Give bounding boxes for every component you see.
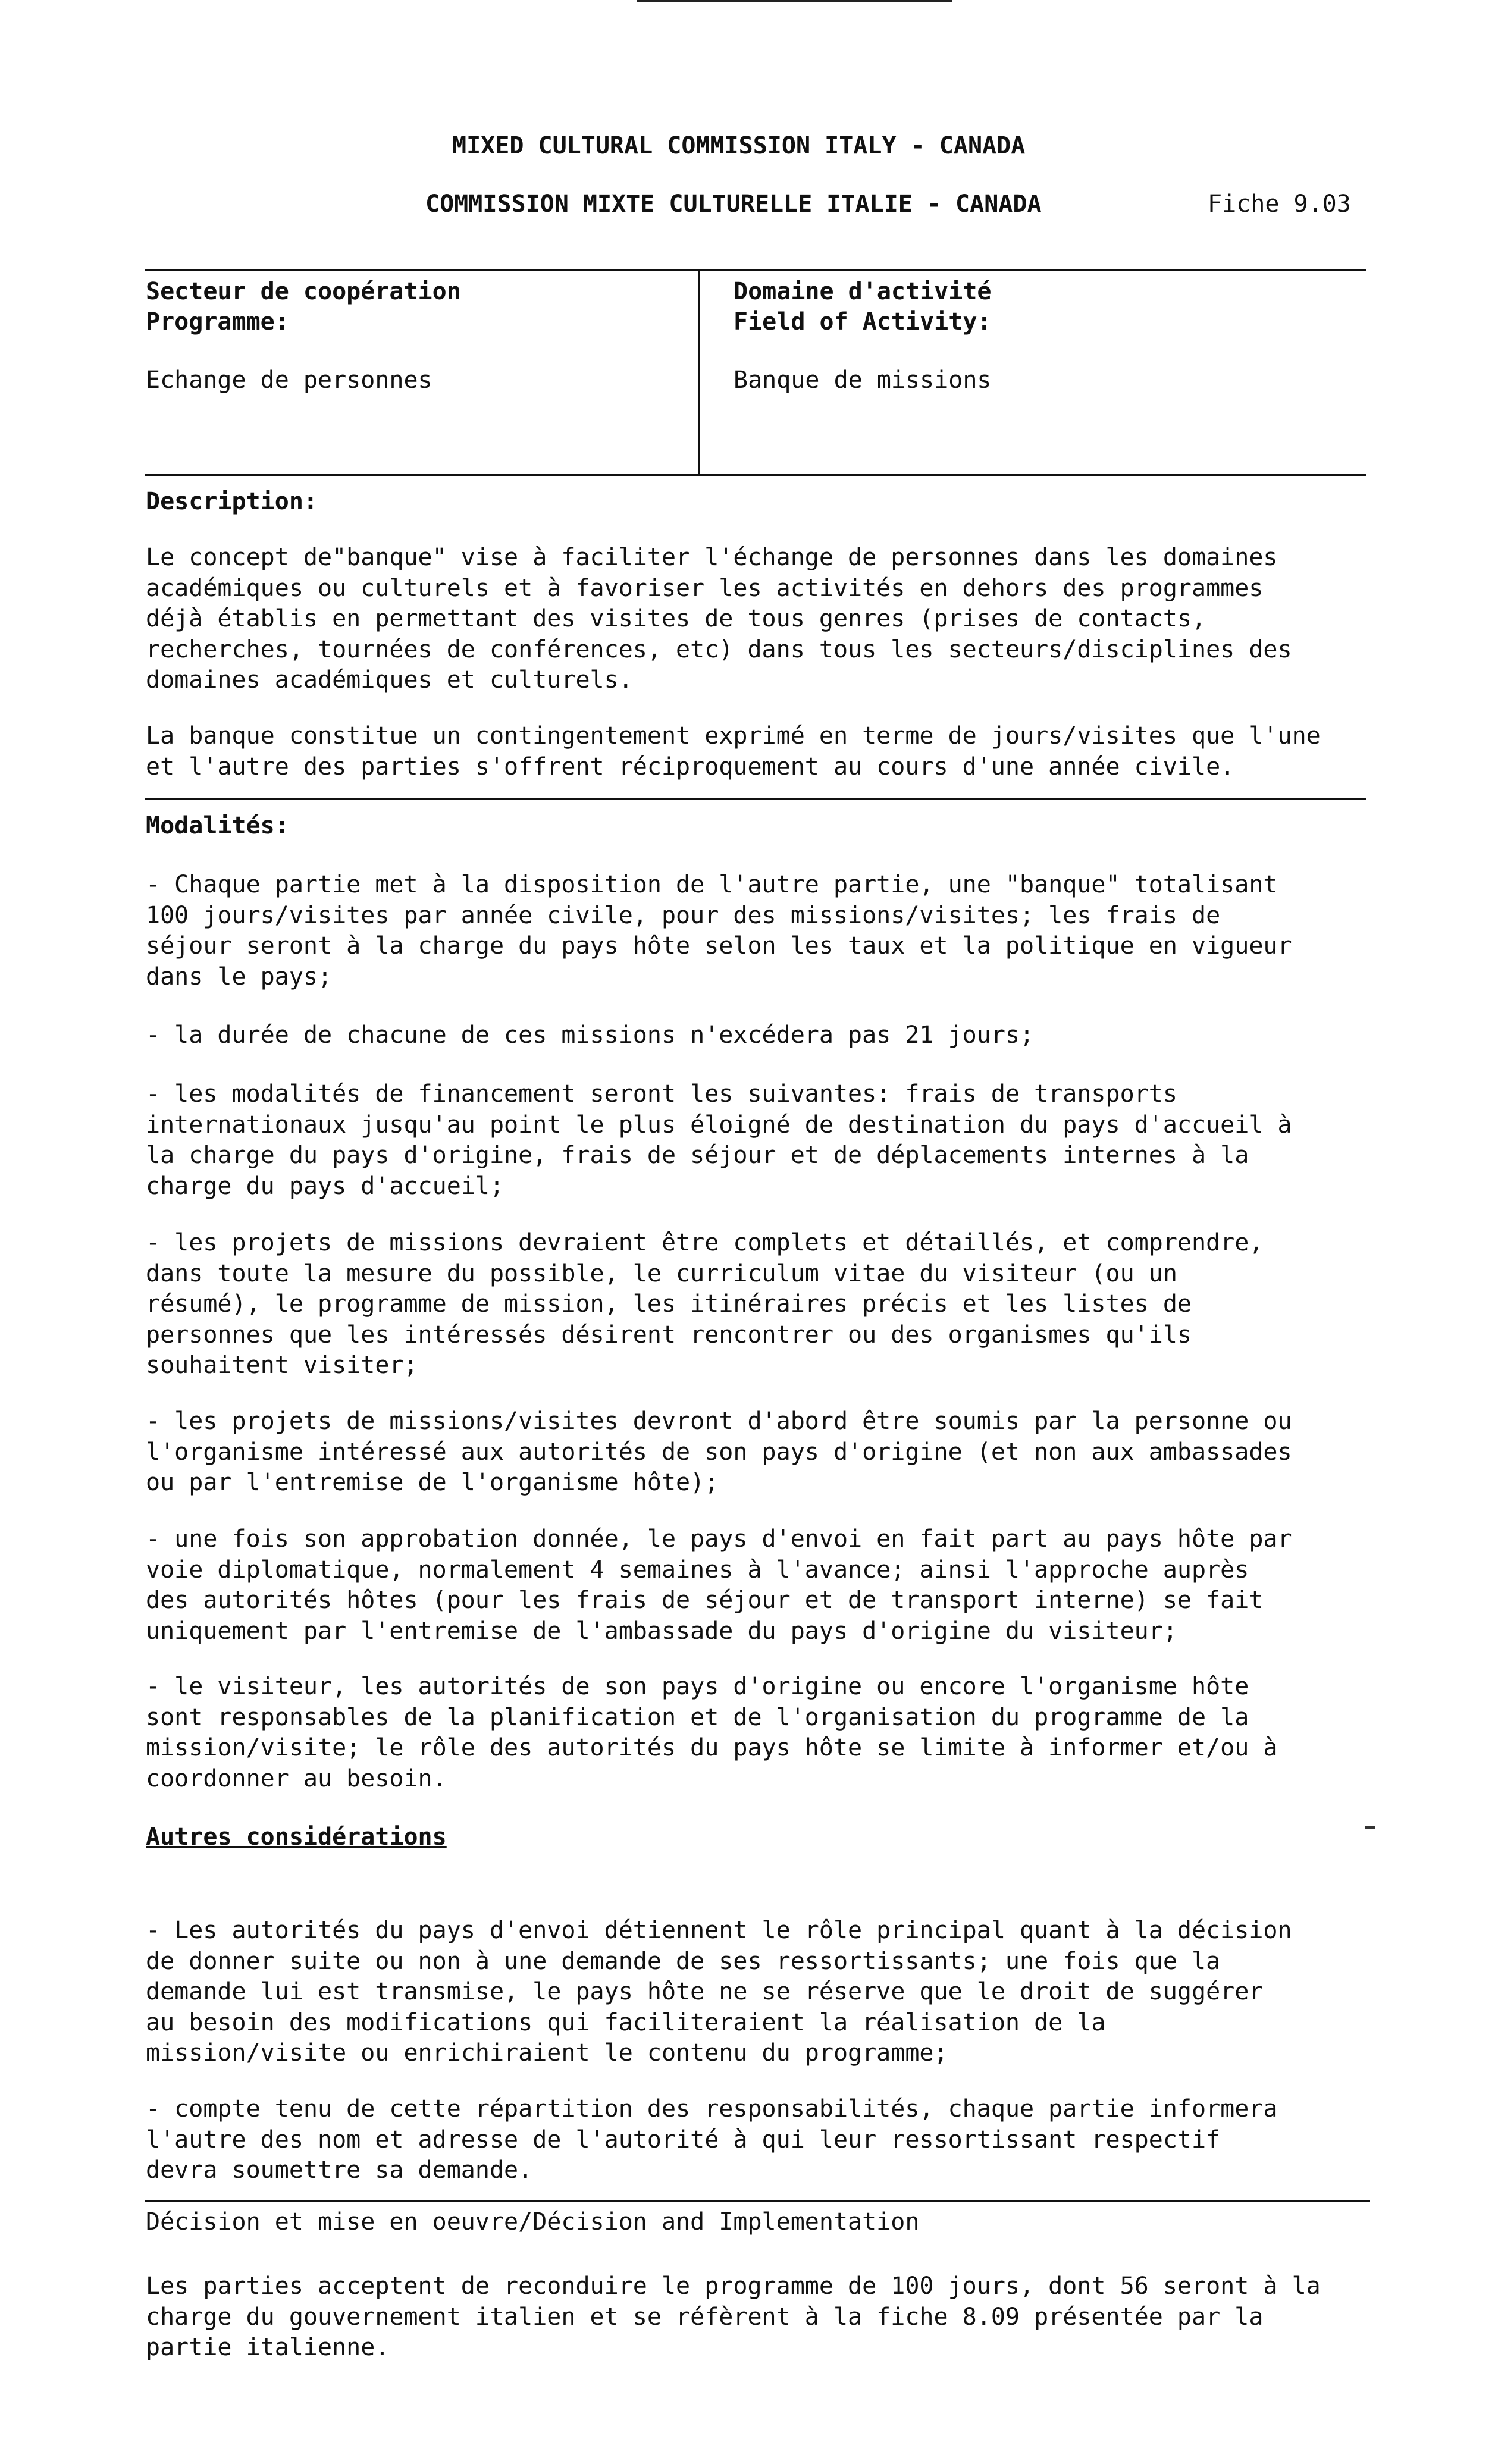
modalite-item bbox=[146, 1406, 1377, 1499]
text-line: souhaitent visiter; bbox=[146, 1352, 418, 1379]
text-line: - les projets de missions/visites devront d'abord être soumis par la personne ou bbox=[146, 1407, 1292, 1435]
domain-label: Domaine d'activité bbox=[734, 278, 992, 305]
text-line: voie diplomatique, normalement 4 semaines à l'avance; ainsi l'approche auprès bbox=[146, 1556, 1249, 1584]
text-line: Le concept de"banque" vise à faciliter l'échange de personnes dans les domaines bbox=[146, 544, 1278, 571]
text-line: résumé), le programme de mission, les itinéraires précis et les listes de bbox=[146, 1290, 1192, 1318]
text-line: recherches, tournées de conférences, etc) dans tous les secteurs/disciplines des bbox=[146, 635, 1292, 663]
text-line: des autorités hôtes (pour les frais de séjour et de transport interne) se fait bbox=[146, 1587, 1264, 1614]
text-line: domaines académiques et culturels. bbox=[146, 666, 633, 694]
text-line: charge du gouvernement italien et se réfèrent à la fiche 8.09 présentée par la bbox=[146, 2303, 1264, 2331]
box-bottom-rule bbox=[145, 474, 1366, 476]
decision-paragraph bbox=[146, 2271, 1371, 2363]
text-line: académiques ou culturels et à favoriser les activités en dehors des programmes bbox=[146, 574, 1264, 602]
text-line: au besoin des modifications qui faciliteraient la réalisation de la bbox=[146, 2008, 1106, 2036]
text-line: déjà établis en permettant des visites de tous genres (prises de contacts, bbox=[146, 605, 1206, 632]
modalites-heading: Modalités: bbox=[146, 812, 289, 839]
text-line: dans toute la mesure du possible, le curriculum vitae du visiteur (ou un bbox=[146, 1259, 1177, 1287]
box-divider bbox=[698, 269, 700, 474]
text-line: l'autre des nom et adresse de l'autorité à qui leur ressortissant respectif bbox=[146, 2126, 1221, 2153]
text-line: la charge du pays d'origine, frais de séjour et de déplacements internes à la bbox=[146, 1142, 1249, 1169]
text-line: - Chaque partie met à la disposition de l'autre partie, une "banque" totalisant bbox=[146, 871, 1278, 898]
sector-block bbox=[146, 277, 461, 396]
title-fr: COMMISSION MIXTE CULTURELLE ITALIE - CANADA bbox=[425, 190, 1042, 218]
decision-heading: Décision et mise en oeuvre/Décision and Implementation bbox=[146, 2208, 920, 2236]
modalite-item bbox=[146, 1524, 1377, 1647]
text-line: 100 jours/visites par année civile, pour des missions/visites; les frais de bbox=[146, 901, 1221, 929]
text-line: mission/visite ou enrichiraient le contenu du programme; bbox=[146, 2039, 948, 2067]
text-line: et l'autre des parties s'offrent réciproquement au cours d'une année civile. bbox=[146, 753, 1235, 780]
text-line: - compte tenu de cette répartition des responsabilités, chaque partie informera bbox=[146, 2095, 1278, 2123]
program-label: Programme: bbox=[146, 308, 289, 336]
modalite-item bbox=[146, 1228, 1377, 1381]
fiche-number: Fiche 9.03 bbox=[1208, 190, 1351, 218]
text-line: séjour seront à la charge du pays hôte selon les taux et la politique en vigueur bbox=[146, 932, 1292, 960]
section-rule bbox=[145, 2200, 1370, 2202]
autres-heading: Autres considérations bbox=[146, 1823, 447, 1851]
text-line: partie italienne. bbox=[146, 2334, 390, 2361]
text-line: ou par l'entremise de l'organisme hôte); bbox=[146, 1469, 719, 1496]
modalite-item bbox=[146, 1079, 1377, 1202]
title-en: MIXED CULTURAL COMMISSION ITALY - CANADA bbox=[452, 132, 1026, 159]
program-value: Echange de personnes bbox=[146, 366, 432, 394]
text-line: uniquement par l'entremise de l'ambassade du pays d'origine du visiteur; bbox=[146, 1617, 1177, 1645]
field-label: Field of Activity: bbox=[734, 308, 992, 336]
box-top-rule bbox=[145, 269, 1366, 271]
modalite-item bbox=[146, 1020, 1377, 1051]
activity-value: Banque de missions bbox=[734, 366, 992, 394]
modalite-item bbox=[146, 1672, 1377, 1794]
description-paragraph-2 bbox=[146, 721, 1371, 782]
text-line: Les parties acceptent de reconduire le programme de 100 jours, dont 56 seront à la bbox=[146, 2272, 1321, 2300]
text-line: - Les autorités du pays d'envoi détiennent le rôle principal quant à la décision bbox=[146, 1917, 1292, 1944]
modalite-item bbox=[146, 870, 1377, 992]
description-heading: Description: bbox=[146, 488, 318, 515]
text-line: charge du pays d'accueil; bbox=[146, 1172, 504, 1200]
text-line: - les projets de missions devraient être complets et détaillés, et comprendre, bbox=[146, 1229, 1264, 1256]
text-line: de donner suite ou non à une demande de ses ressortissants; une fois que la bbox=[146, 1947, 1221, 1975]
text-line: - le visiteur, les autorités de son pays d'origine ou encore l'organisme hôte bbox=[146, 1673, 1249, 1700]
margin-mark bbox=[1365, 1826, 1375, 1829]
text-line: sont responsables de la planification et de l'organisation du programme de la bbox=[146, 1703, 1249, 1731]
autres-item bbox=[146, 1916, 1377, 2069]
section-rule bbox=[145, 798, 1366, 800]
autres-item bbox=[146, 2094, 1377, 2186]
text-line: - la durée de chacune de ces missions n'excédera pas 21 jours; bbox=[146, 1021, 1035, 1049]
scan-top-line bbox=[637, 0, 952, 2]
text-line: - les modalités de financement seront les suivantes: frais de transports bbox=[146, 1080, 1177, 1108]
text-line: La banque constitue un contingentement exprimé en terme de jours/visites que l'une bbox=[146, 722, 1321, 750]
text-line: demande lui est transmise, le pays hôte ne se réserve que le droit de suggérer bbox=[146, 1978, 1264, 2005]
text-line: internationaux jusqu'au point le plus éloigné de destination du pays d'accueil à bbox=[146, 1111, 1292, 1139]
text-line: mission/visite; le rôle des autorités du pays hôte se limite à informer et/ou à bbox=[146, 1734, 1278, 1761]
description-paragraph-1 bbox=[146, 543, 1371, 696]
text-line: coordonner au besoin. bbox=[146, 1764, 447, 1792]
text-line: personnes que les intéressés désirent rencontrer ou des organismes qu'ils bbox=[146, 1321, 1192, 1349]
text-line: - une fois son approbation donnée, le pays d'envoi en fait part au pays hôte par bbox=[146, 1525, 1292, 1553]
sector-label: Secteur de coopération bbox=[146, 278, 461, 305]
activity-block bbox=[734, 277, 991, 396]
text-line: dans le pays; bbox=[146, 963, 333, 990]
text-line: devra soumettre sa demande. bbox=[146, 2156, 533, 2184]
text-line: l'organisme intéressé aux autorités de son pays d'origine (et non aux ambassades bbox=[146, 1438, 1292, 1466]
